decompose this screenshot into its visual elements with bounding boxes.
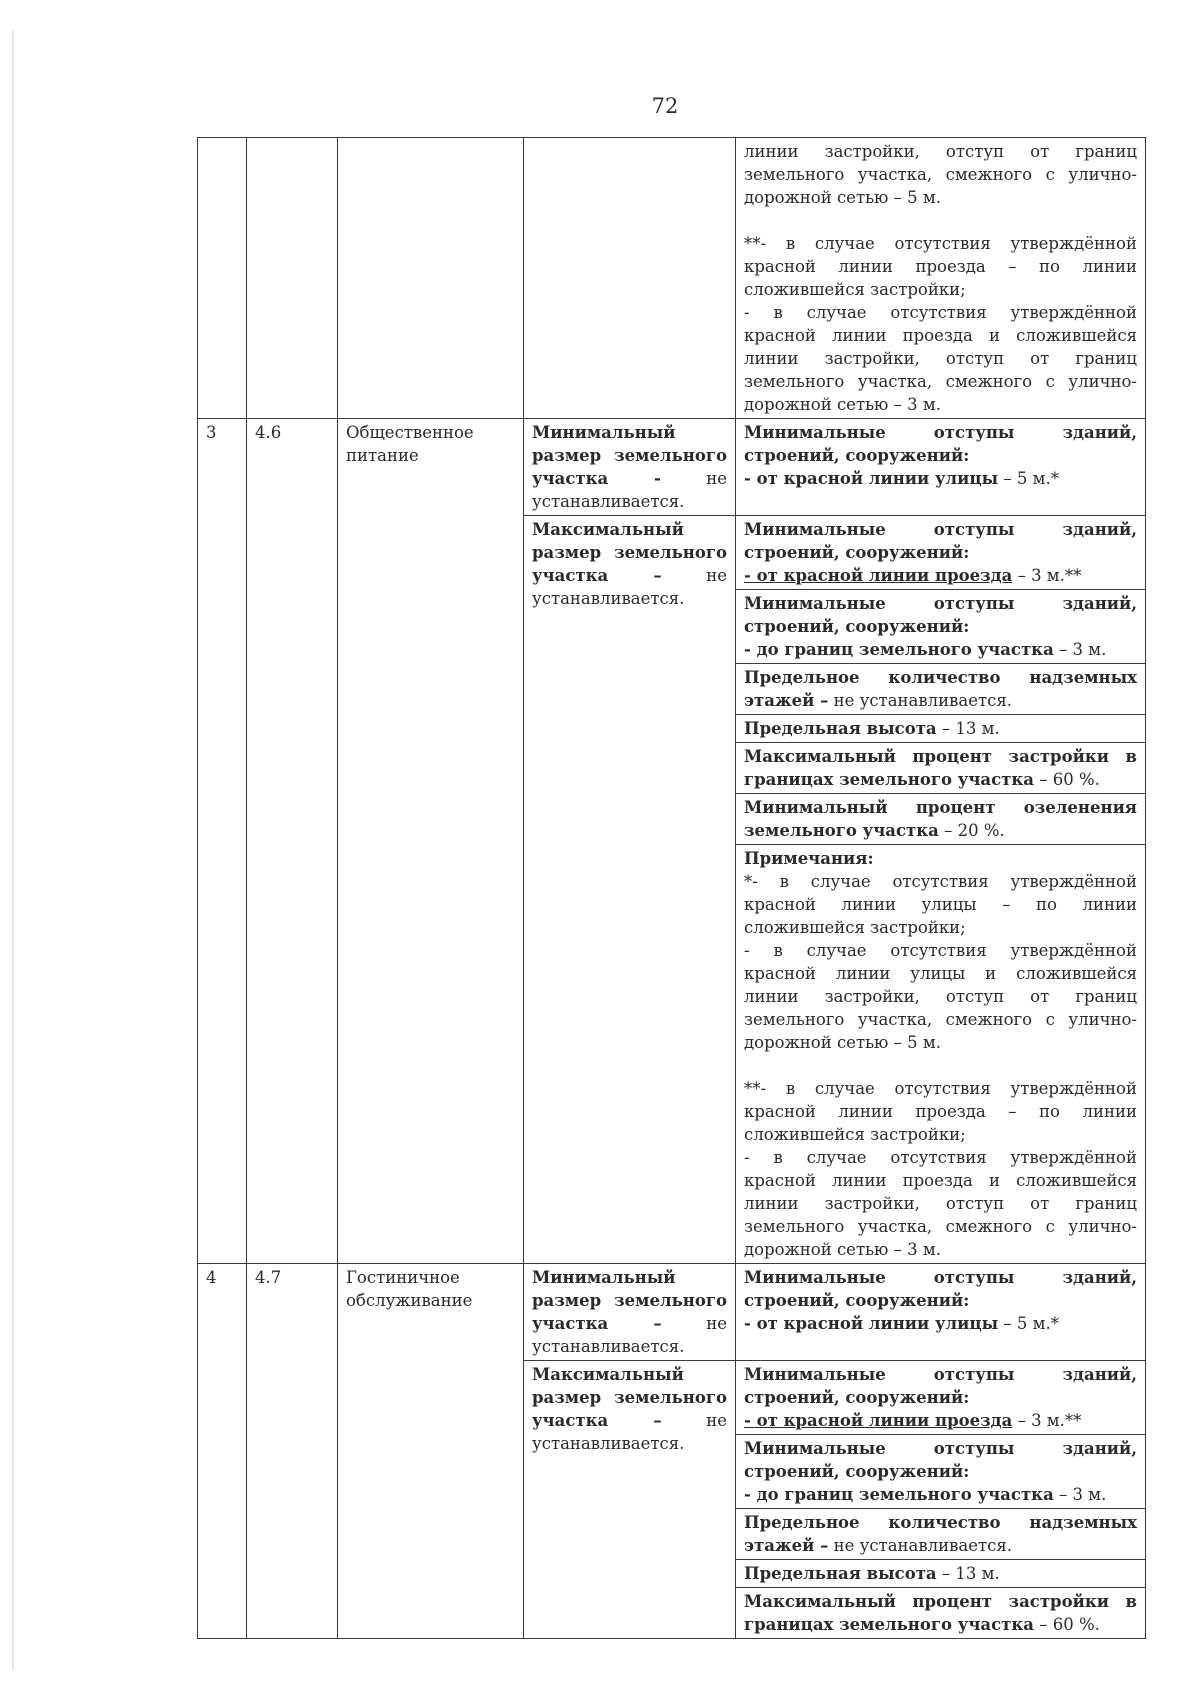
param-item (736, 743, 1145, 794)
param-title: Минимальные отступы зданий, строений, сооружений: (744, 594, 1137, 636)
param-title: Минимальные отступы зданий, строений, сооружений: (744, 423, 1137, 465)
param-cell (736, 1264, 1146, 1361)
min-size-title: Минимальный размер земельного участка – (532, 1268, 727, 1333)
num-cell (198, 138, 247, 419)
min-size-cell (524, 1264, 736, 1361)
note-text: **- в случае отсутствия утверждённой красной линии проезда – по линии сложившейся застройки; (744, 234, 1137, 299)
param-value: – 60 %. (1033, 770, 1100, 789)
note-text: - в случае отсутствия утверждённой красной линии улицы и сложившейся линии застройки, отступ от границ земельного участка, смежного с улично-дорожной сетью – 5 м. (744, 941, 1137, 1052)
param-bold: Максимальный процент застройки в границах земельного участка (744, 1592, 1137, 1634)
row-number: 4 (198, 1264, 247, 1639)
max-size-value: не устанавливается. (532, 1411, 727, 1453)
size-cell (524, 138, 736, 419)
note-text: линии застройки, отступ от границ земельного участка, смежного с улично-дорожной сетью – 5 м. (744, 142, 1137, 207)
param-value: – 13 м. (936, 719, 1000, 738)
max-size-title: Максимальный размер земельного участка – (532, 520, 727, 585)
row-code: 4.7 (247, 1264, 338, 1639)
param-bold: - до границ земельного участка (744, 1485, 1054, 1504)
param-item (736, 516, 1145, 590)
regulation-table (197, 137, 1146, 1639)
max-size-cell (524, 1361, 736, 1639)
param-bold: Предельное количество надземных этажей – (744, 1513, 1137, 1555)
param-value: не устанавливается. (828, 1536, 1013, 1555)
notes-title: Примечания: (744, 849, 874, 868)
param-item (736, 1560, 1145, 1588)
param-title: Минимальные отступы зданий, строений, сооружений: (744, 1268, 1137, 1310)
note-text: - в случае отсутствия утверждённой красной линии проезда и сложившейся линии застройки, отступ от границ земельного участка, смежного с улично-дорожной сетью – 3 м. (744, 1148, 1137, 1259)
row-code: 4.6 (247, 419, 338, 1264)
param-title: Минимальные отступы зданий, строений, сооружений: (744, 520, 1137, 562)
code-cell (247, 138, 338, 419)
param-value: – 13 м. (936, 1564, 1000, 1583)
param-bold: Максимальный процент застройки в границах земельного участка (744, 747, 1137, 789)
param-title: Минимальные отступы зданий, строений, сооружений: (744, 1365, 1137, 1407)
param-cell (736, 419, 1146, 516)
notes-cell (736, 138, 1146, 419)
table-row-3 (198, 419, 1146, 516)
max-size-value: не устанавливается. (532, 566, 727, 608)
note-text: - в случае отсутствия утверждённой красной линии проезда и сложившейся линии застройки, отступ от границ земельного участка, смежного с улично-дорожной сетью – 3 м. (744, 303, 1137, 414)
param-title: Минимальные отступы зданий, строений, сооружений: (744, 1439, 1137, 1481)
param-value: не устанавливается. (828, 691, 1013, 710)
max-size-title: Максимальный размер земельного участка – (532, 1365, 727, 1430)
param-bold: Минимальный процент озеленения земельного участка (744, 798, 1137, 840)
param-item (736, 794, 1145, 845)
param-value: – 3 м. (1053, 1485, 1107, 1504)
min-size-title: Минимальный размер земельного участка - (532, 423, 727, 488)
param-item (736, 1361, 1145, 1435)
params-stack (736, 1361, 1146, 1639)
param-bold: - от красной линии улицы (744, 1314, 999, 1333)
table-row-4 (198, 1264, 1146, 1361)
notes-block (736, 845, 1145, 1263)
max-size-cell (524, 516, 736, 1264)
param-bold: - от красной линии проезда (744, 566, 1013, 585)
param-item (736, 664, 1145, 715)
param-bold: Предельная высота (744, 719, 937, 738)
param-item (736, 1509, 1145, 1560)
table-row-continuation (198, 138, 1146, 419)
param-value: – 3 м.** (1012, 566, 1082, 585)
param-value: – 60 %. (1033, 1615, 1100, 1634)
note-gap (744, 1054, 1137, 1077)
row-number: 3 (198, 419, 247, 1264)
param-value: – 5 м.* (998, 469, 1059, 488)
param-bold: - до границ земельного участка (744, 640, 1054, 659)
params-stack (736, 516, 1146, 1264)
min-size-value: не устанавливается. (532, 1314, 727, 1356)
min-size-cell (524, 419, 736, 516)
page-number: 72 (651, 94, 679, 118)
param-value: – 5 м.* (998, 1314, 1059, 1333)
note-gap (744, 209, 1137, 232)
param-value: – 3 м.** (1012, 1411, 1082, 1430)
param-item (736, 1588, 1145, 1638)
param-item (736, 715, 1145, 743)
param-bold: Предельная высота (744, 1564, 937, 1583)
param-value: – 20 %. (938, 821, 1005, 840)
name-cell (338, 138, 524, 419)
param-item (736, 590, 1145, 664)
param-item (736, 1435, 1145, 1509)
min-size-value: не устанавливается. (532, 469, 727, 511)
param-value: – 3 м. (1053, 640, 1107, 659)
row-name: Общественное питание (338, 419, 524, 1264)
param-bold: Предельное количество надземных этажей – (744, 668, 1137, 710)
param-bold: - от красной линии проезда (744, 1411, 1013, 1430)
param-bold: - от красной линии улицы (744, 469, 999, 488)
note-text: **- в случае отсутствия утверждённой красной линии проезда – по линии сложившейся застройки; (744, 1079, 1137, 1144)
note-text: *- в случае отсутствия утверждённой красной линии улицы – по линии сложившейся застройки; (744, 872, 1137, 937)
scan-edge-line (12, 30, 14, 1670)
row-name: Гостиничное обслуживание (338, 1264, 524, 1639)
